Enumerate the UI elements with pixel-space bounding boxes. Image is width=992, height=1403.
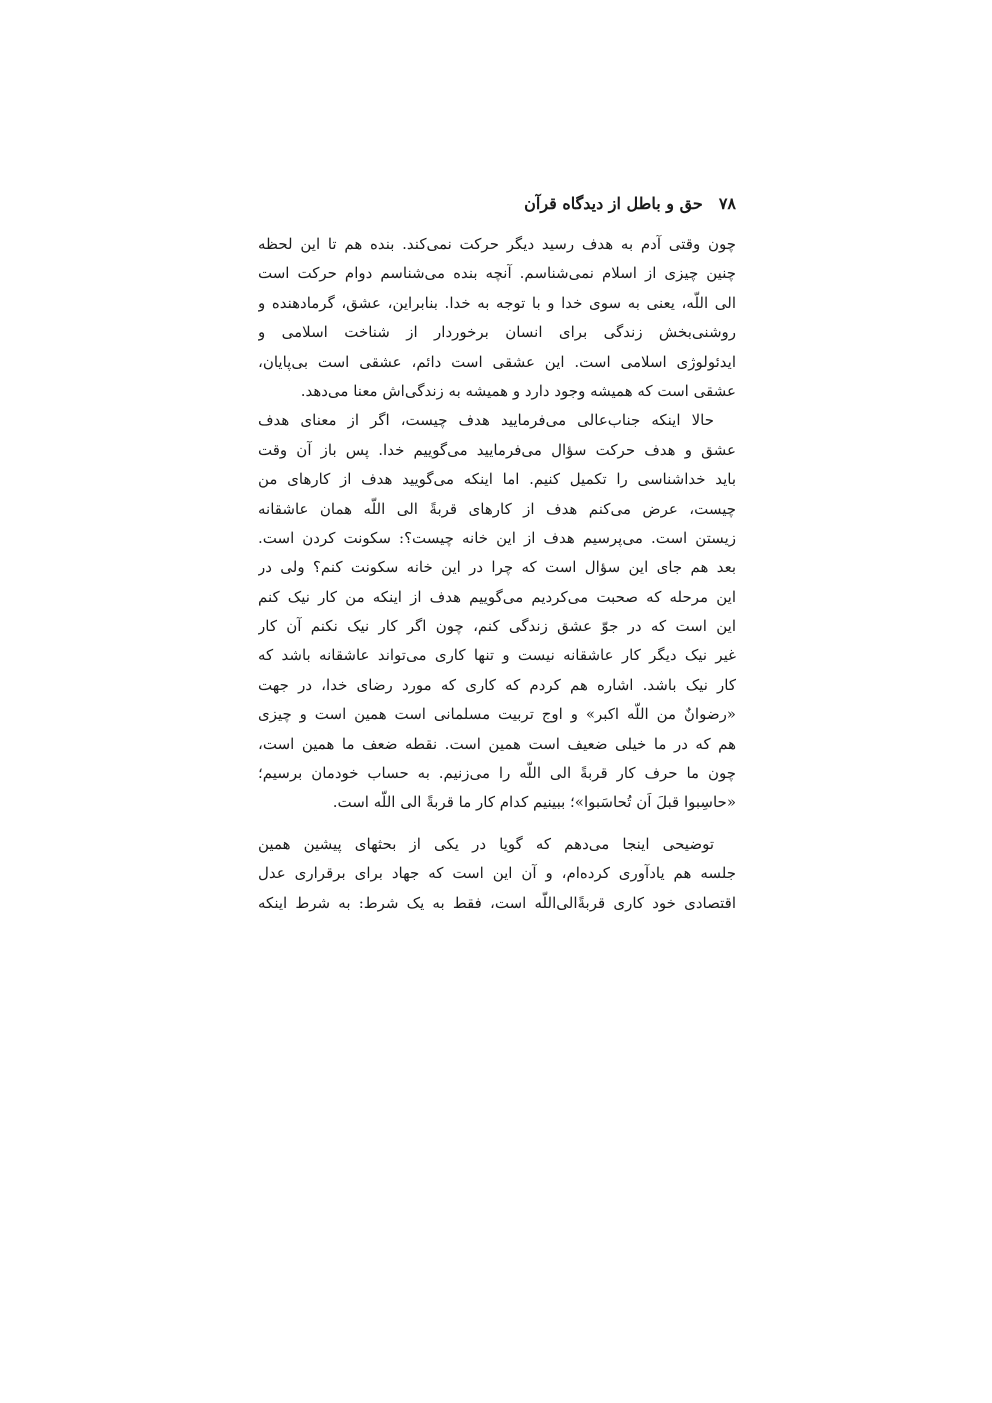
text-line: روشنی‌بخش زندگی برای انسان برخوردار از شناخت اسلامی و bbox=[258, 323, 736, 342]
body-text bbox=[258, 230, 736, 918]
page-number: ۷۸ bbox=[718, 193, 736, 213]
text-line: این است که در جوّ عشق زندگی کنم، چون اگر کار نیک نکنم آن کار bbox=[258, 617, 736, 636]
text-line: حالا اینکه جناب‌عالی می‌فرمایید هدف چیست، اگر از معنای هدف bbox=[258, 411, 714, 430]
text-line: این مرحله که صحبت می‌کردیم می‌گوییم هدف از اینکه من کار نیک کنم bbox=[258, 587, 736, 606]
paragraph-gap bbox=[258, 818, 736, 830]
text-line: ایدئولوژی اسلامی است. این عشقی است دائم، عشقی است بی‌پایان، bbox=[258, 352, 736, 371]
text-line: الی اللّه، یعنی به سوی خدا و با توجه به خدا. بنابراین، عشق، گرمادهنده و bbox=[258, 293, 736, 312]
text-line: جلسه هم یادآوری کرده‌ام، و آن این است که جهاد برای برقراری عدل bbox=[258, 864, 736, 883]
text-line: چون وقتی آدم به هدف رسید دیگر حرکت نمی‌کند. بنده هم تا این لحظه bbox=[258, 235, 736, 253]
text-line: «حاسِبوا قبلَ اَن تُحاسَبوا»؛ ببینیم کدام کار ما قربةً الی اللّه است. bbox=[332, 793, 736, 812]
text-line: غیر نیک دیگر کار عاشقانه نیست و تنها کاری می‌تواند عاشقانه باشد که bbox=[258, 646, 736, 665]
text-line: کار نیک باشد. اشاره هم کردم که کاری که مورد رضای خدا، در جهت bbox=[258, 675, 736, 694]
text-line: چیست، عرض می‌کنم هدف از کارهای قربةً الی اللّه همان عاشقانه bbox=[258, 499, 736, 518]
text-line: زیستن است. می‌پرسیم هدف از این خانه چیست؟: سکونت کردن است. bbox=[258, 528, 736, 547]
text-line: هم که در ما خیلی ضعیف است همین است. نقطه ضعف ما همین است، bbox=[258, 734, 736, 753]
paragraph-2 bbox=[258, 406, 736, 817]
running-head bbox=[258, 188, 736, 218]
paragraph-1 bbox=[258, 230, 736, 406]
paragraph-3 bbox=[258, 830, 736, 918]
text-line: باید خداشناسی را تکمیل کنیم. اما اینکه می‌گویید هدف از کارهای من bbox=[258, 470, 736, 489]
text-line: عشق و هدف حرکت سؤال می‌فرمایید می‌گوییم خدا. پس باز آن وقت bbox=[258, 440, 736, 459]
text-line: توضیحی اینجا می‌دهم که گویا در یکی از بحثهای پیشین همین bbox=[258, 834, 714, 853]
text-line: چنین چیزی از اسلام نمی‌شناسم. آنچه بنده می‌شناسم دوام حرکت است bbox=[258, 264, 736, 283]
book-title: حق و باطل از دیدگاه قرآن bbox=[524, 193, 703, 213]
text-line: بعد هم جای این سؤال است که چرا در این خانه سکونت کنم؟ ولی در bbox=[258, 558, 736, 577]
text-line: اقتصادی خود کاری قربةًالی‌اللّه است، فقط به یک شرط: به شرط اینکه bbox=[258, 893, 736, 912]
text-line: عشقی است که همیشه وجود دارد و همیشه به زندگی‌اش معنا می‌دهد. bbox=[300, 381, 736, 400]
text-line: چون ما حرف کار قربةً الی اللّه را می‌زنیم. به حساب خودمان برسیم؛ bbox=[258, 764, 736, 783]
text-line: «رضوانٌ من اللّه اکبر» و اوج تربیت مسلمانی است همین است و چیزی bbox=[258, 705, 736, 724]
